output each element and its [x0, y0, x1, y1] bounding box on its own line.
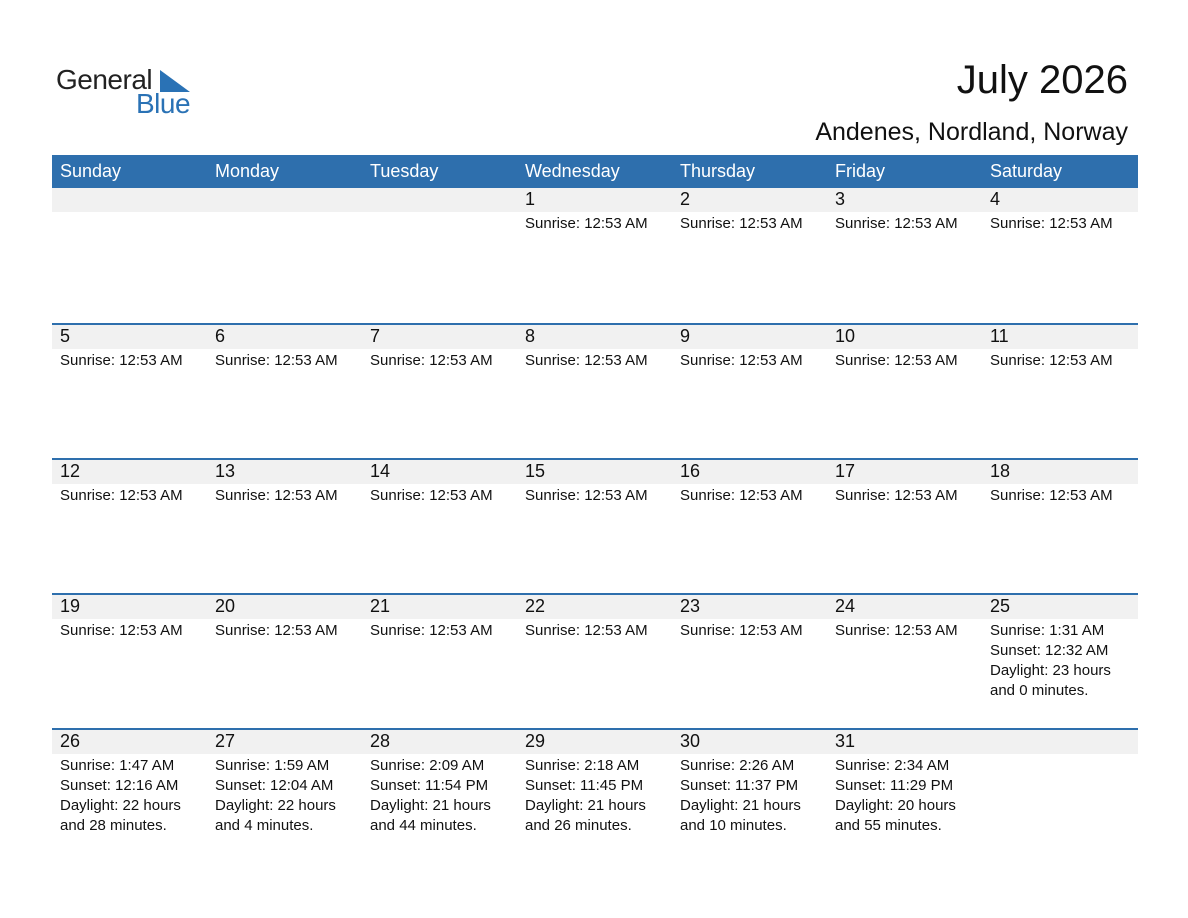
- day-cell: [52, 323, 207, 458]
- sun-info-line: Sunrise: 12:53 AM: [370, 622, 493, 639]
- day-number: 21: [370, 596, 391, 616]
- day-cell: [517, 728, 672, 863]
- sun-info-line: Sunrise: 12:53 AM: [370, 487, 493, 504]
- day-number: 31: [835, 731, 856, 751]
- sun-info-line: Sunset: 12:04 AM: [215, 777, 334, 794]
- day-number: 17: [835, 461, 856, 481]
- sun-info-line: and 44 minutes.: [370, 817, 477, 834]
- day-cell: [672, 593, 827, 728]
- weekday-thursday: Thursday: [680, 161, 756, 181]
- sun-info-line: Sunset: 12:32 AM: [990, 642, 1109, 659]
- day-cell: [362, 728, 517, 863]
- day-sun-info: [215, 351, 338, 371]
- day-cell: [672, 728, 827, 863]
- sun-info-line: and 4 minutes.: [215, 817, 314, 834]
- day-cell: [207, 188, 362, 323]
- day-sun-info: [680, 214, 803, 234]
- day-sun-info: [990, 214, 1113, 234]
- day-number: 12: [60, 461, 81, 481]
- day-sun-info: [835, 486, 958, 506]
- sun-info-line: Sunrise: 1:59 AM: [215, 757, 330, 774]
- day-number: 7: [370, 326, 381, 346]
- day-number: 11: [990, 326, 1009, 346]
- day-sun-info: [60, 486, 183, 506]
- day-sun-info: [835, 621, 958, 641]
- day-sun-info: [525, 486, 648, 506]
- sun-info-line: Sunrise: 12:53 AM: [680, 215, 803, 232]
- day-number: 2: [680, 189, 691, 209]
- day-number: 4: [990, 189, 1001, 209]
- day-cell: [827, 593, 982, 728]
- day-cell: [362, 323, 517, 458]
- sun-info-line: Sunrise: 12:53 AM: [525, 215, 648, 232]
- day-sun-info: [525, 621, 648, 641]
- day-cell: [362, 188, 517, 323]
- sun-info-line: Sunrise: 12:53 AM: [990, 215, 1113, 232]
- day-cell: [982, 323, 1137, 458]
- day-sun-info: [680, 351, 803, 371]
- sun-info-line: Sunrise: 12:53 AM: [990, 487, 1113, 504]
- day-number: 1: [525, 189, 536, 209]
- weekday-wednesday: Wednesday: [525, 161, 620, 181]
- sun-info-line: Sunrise: 12:53 AM: [680, 622, 803, 639]
- day-number: 23: [680, 596, 701, 616]
- day-sun-info: [215, 621, 338, 641]
- day-sun-info: [370, 351, 493, 371]
- day-number: 15: [525, 461, 546, 481]
- day-cell: [517, 593, 672, 728]
- sun-info-line: Daylight: 22 hours: [215, 797, 336, 814]
- day-number: 28: [370, 731, 391, 751]
- sun-info-line: Sunrise: 12:53 AM: [525, 352, 648, 369]
- sun-info-line: Daylight: 22 hours: [60, 797, 181, 814]
- day-number: 8: [525, 326, 536, 346]
- sun-info-line: Sunset: 11:37 PM: [680, 777, 799, 794]
- sun-info-line: Sunset: 11:29 PM: [835, 777, 954, 794]
- day-number: 24: [835, 596, 856, 616]
- logo: [56, 64, 206, 124]
- day-sun-info: [60, 756, 181, 836]
- day-cell: [207, 323, 362, 458]
- sun-info-line: Sunset: 12:16 AM: [60, 777, 179, 794]
- sun-info-line: Daylight: 20 hours: [835, 797, 956, 814]
- day-sun-info: [215, 486, 338, 506]
- day-cell: [982, 188, 1137, 323]
- day-cell: [827, 458, 982, 593]
- day-number: 9: [680, 326, 691, 346]
- day-cell: [517, 188, 672, 323]
- day-number: 18: [990, 461, 1011, 481]
- sun-info-line: Sunrise: 2:18 AM: [525, 757, 640, 774]
- day-cell: [827, 323, 982, 458]
- sun-info-line: Sunrise: 12:53 AM: [990, 352, 1113, 369]
- day-sun-info: [370, 621, 493, 641]
- day-number: 5: [60, 326, 71, 346]
- day-sun-info: [835, 756, 956, 836]
- sun-info-line: Sunrise: 12:53 AM: [60, 487, 183, 504]
- day-sun-info: [680, 756, 801, 836]
- sun-info-line: and 0 minutes.: [990, 682, 1089, 699]
- day-number: 14: [370, 461, 391, 481]
- sun-info-line: Sunrise: 12:53 AM: [835, 352, 958, 369]
- logo-text-general: General: [56, 64, 153, 95]
- day-cell: [672, 458, 827, 593]
- sun-info-line: Sunrise: 12:53 AM: [525, 622, 648, 639]
- sun-info-line: Sunset: 11:45 PM: [525, 777, 644, 794]
- day-sun-info: [60, 621, 183, 641]
- sun-info-line: Sunrise: 1:31 AM: [990, 622, 1105, 639]
- weekday-sunday: Sunday: [60, 161, 122, 181]
- day-cell: [517, 458, 672, 593]
- sun-info-line: and 28 minutes.: [60, 817, 167, 834]
- sun-info-line: Daylight: 21 hours: [680, 797, 801, 814]
- sun-info-line: Sunrise: 12:53 AM: [525, 487, 648, 504]
- day-number: 27: [215, 731, 236, 751]
- day-number: 6: [215, 326, 226, 346]
- sun-info-line: and 26 minutes.: [525, 817, 632, 834]
- day-cell: [207, 458, 362, 593]
- day-number: 29: [525, 731, 546, 751]
- sun-info-line: Sunrise: 12:53 AM: [835, 622, 958, 639]
- day-cell: [207, 728, 362, 863]
- day-sun-info: [990, 351, 1113, 371]
- week-row: [52, 188, 1138, 323]
- day-cell: [982, 728, 1137, 863]
- day-sun-info: [525, 351, 648, 371]
- day-sun-info: [990, 621, 1111, 701]
- sun-info-line: Sunrise: 12:53 AM: [215, 487, 338, 504]
- sun-info-line: Daylight: 21 hours: [525, 797, 646, 814]
- day-cell: [982, 458, 1137, 593]
- day-cell: [52, 728, 207, 863]
- day-number: 3: [835, 189, 846, 209]
- sun-info-line: Sunrise: 12:53 AM: [215, 352, 338, 369]
- day-cell: [672, 188, 827, 323]
- day-sun-info: [990, 486, 1113, 506]
- week-row: [52, 593, 1138, 728]
- day-number: 25: [990, 596, 1011, 616]
- day-sun-info: [215, 756, 336, 836]
- sun-info-line: and 55 minutes.: [835, 817, 942, 834]
- day-sun-info: [525, 756, 646, 836]
- sun-info-line: Sunset: 11:54 PM: [370, 777, 489, 794]
- sun-info-line: Daylight: 23 hours: [990, 662, 1111, 679]
- week-row: [52, 323, 1138, 458]
- sun-info-line: and 10 minutes.: [680, 817, 787, 834]
- sun-info-line: Sunrise: 12:53 AM: [835, 215, 958, 232]
- day-cell: [52, 593, 207, 728]
- sun-info-line: Sunrise: 12:53 AM: [835, 487, 958, 504]
- weekday-friday: Friday: [835, 161, 886, 181]
- sun-info-line: Sunrise: 12:53 AM: [680, 352, 803, 369]
- sun-info-line: Sunrise: 12:53 AM: [370, 352, 493, 369]
- week-row: [52, 458, 1138, 593]
- day-number: 20: [215, 596, 236, 616]
- weekday-header: [52, 155, 1138, 188]
- day-number: 30: [680, 731, 701, 751]
- sun-info-line: Sunrise: 1:47 AM: [60, 757, 175, 774]
- day-number: 13: [215, 461, 236, 481]
- day-sun-info: [370, 486, 493, 506]
- day-sun-info: [525, 214, 648, 234]
- day-cell: [207, 593, 362, 728]
- sun-info-line: Sunrise: 2:26 AM: [680, 757, 795, 774]
- day-cell: [827, 188, 982, 323]
- day-sun-info: [370, 756, 491, 836]
- sun-info-line: Sunrise: 2:09 AM: [370, 757, 485, 774]
- weekday-tuesday: Tuesday: [370, 161, 439, 181]
- day-cell: [982, 593, 1137, 728]
- sun-info-line: Daylight: 21 hours: [370, 797, 491, 814]
- day-number: 26: [60, 731, 81, 751]
- calendar-location: Andenes, Nordland, Norway: [815, 118, 1128, 146]
- day-sun-info: [60, 351, 183, 371]
- day-number: 10: [835, 326, 856, 346]
- calendar-title: July 2026: [956, 58, 1128, 102]
- weekday-saturday: Saturday: [990, 161, 1063, 181]
- week-row: [52, 728, 1138, 863]
- day-cell: [517, 323, 672, 458]
- sun-info-line: Sunrise: 2:34 AM: [835, 757, 950, 774]
- sun-info-line: Sunrise: 12:53 AM: [60, 622, 183, 639]
- day-cell: [52, 188, 207, 323]
- day-sun-info: [835, 214, 958, 234]
- day-sun-info: [680, 621, 803, 641]
- day-cell: [362, 593, 517, 728]
- day-sun-info: [680, 486, 803, 506]
- sun-info-line: Sunrise: 12:53 AM: [680, 487, 803, 504]
- day-number: 16: [680, 461, 701, 481]
- sun-info-line: Sunrise: 12:53 AM: [215, 622, 338, 639]
- logo-text-blue: Blue: [136, 88, 191, 119]
- day-number: 19: [60, 596, 81, 616]
- day-cell: [827, 728, 982, 863]
- sun-info-line: Sunrise: 12:53 AM: [60, 352, 183, 369]
- day-sun-info: [835, 351, 958, 371]
- day-cell: [672, 323, 827, 458]
- day-cell: [362, 458, 517, 593]
- weekday-monday: Monday: [215, 161, 280, 181]
- day-cell: [52, 458, 207, 593]
- day-number: 22: [525, 596, 546, 616]
